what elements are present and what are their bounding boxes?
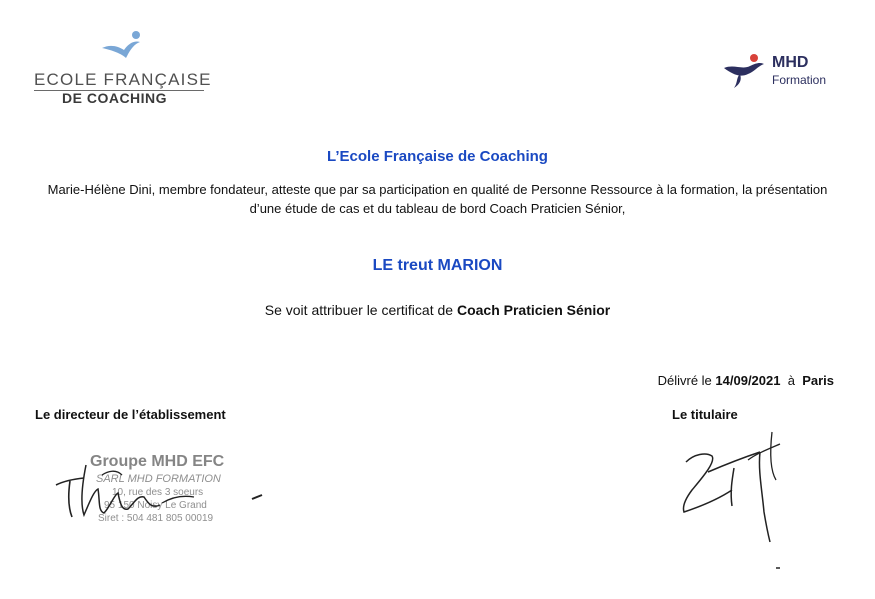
delivered-at: à [787,373,795,388]
recipient-name: LE treut MARION [372,257,503,274]
school-title: L’Ecole Française de Coaching [327,148,548,165]
stamp-line2: SARL MHD FORMATION [96,473,221,485]
award-line [0,302,875,318]
delivered-prefix: Délivré le [657,373,712,388]
delivery-line [658,373,834,388]
stamp-line3: 10, rue des 3 soeurs [112,487,204,498]
stamp-line5: Siret : 504 481 805 00019 [98,513,214,524]
award-name: Coach Praticien Sénior [456,302,611,318]
holder-label: Le titulaire [672,407,738,422]
delivery-place: Paris [802,373,834,388]
company-stamp [52,445,267,565]
holder-signature [672,420,792,580]
director-label: Le directeur de l’établissement [35,407,226,422]
award-prefix: Se voit attribuer le certificat de [264,302,454,318]
logo-line1: ECOLE FRANÇAISE [34,70,212,89]
ecole-francaise-logo [30,30,210,110]
stamp-line4: 95 150 Noisy Le Grand [104,500,207,511]
mhd-figure-icon [720,50,768,90]
stamp-line1: Groupe MHD EFC [90,453,225,470]
mhd-formation-logo [720,50,845,95]
attestation-text: Marie-Hélène Dini, membre fondateur, atteste que par sa participation en qualité de Personne Ressource à la formation, la présentation d’une étude de cas et du tableau de bord Coach Praticien Sénior, [47,182,828,216]
running-figure-icon [100,30,145,62]
logo-name: MHD [772,54,809,71]
director-signature [52,445,267,565]
logo-subtitle: Formation [772,73,827,87]
logo-line2: DE COACHING [62,90,168,106]
delivery-date: 14/09/2021 [715,373,781,388]
